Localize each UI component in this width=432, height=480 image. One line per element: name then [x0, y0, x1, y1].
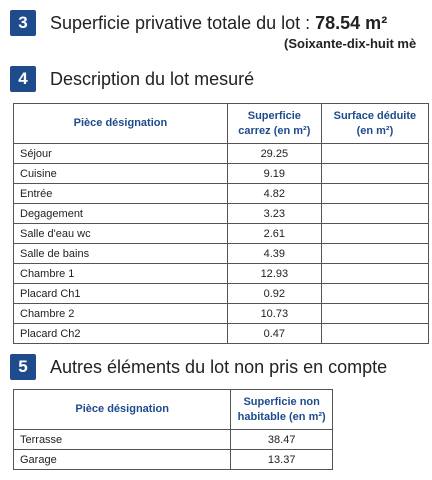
room-area: 13.37: [231, 450, 333, 470]
room-area: 0.47: [227, 324, 321, 344]
deducted-area: [321, 224, 428, 244]
measured-rooms-table: [13, 103, 429, 344]
column-header: Pièce désignation: [14, 390, 231, 430]
room-name: Garage: [14, 450, 231, 470]
room-name: Placard Ch1: [14, 284, 228, 304]
table-row: [14, 284, 429, 304]
section-3-heading: [10, 10, 387, 36]
table-row: [14, 244, 429, 264]
deducted-area: [321, 204, 428, 224]
room-area: 4.39: [227, 244, 321, 264]
total-area-value: 78.54 m²: [315, 12, 388, 33]
table-row: [14, 204, 429, 224]
deducted-area: [321, 264, 428, 284]
room-name: Cuisine: [14, 164, 228, 184]
column-header: Pièce désignation: [14, 104, 228, 144]
section-number-badge: 5: [10, 354, 36, 380]
room-name: Chambre 2: [14, 304, 228, 324]
column-header: Surface déduite (en m²): [321, 104, 428, 144]
section-title: Autres éléments du lot non pris en compte: [50, 356, 388, 377]
section-4-heading: [10, 66, 254, 92]
room-name: Chambre 1: [14, 264, 228, 284]
room-name: Salle d'eau wc: [14, 224, 228, 244]
room-name: Entrée: [14, 184, 228, 204]
deducted-area: [321, 304, 428, 324]
table-row: [14, 144, 429, 164]
table-row: [14, 184, 429, 204]
table-row: [14, 450, 333, 470]
room-area: 12.93: [227, 264, 321, 284]
room-name: Terrasse: [14, 430, 231, 450]
room-area: 29.25: [227, 144, 321, 164]
room-area: 38.47: [231, 430, 333, 450]
room-name: Séjour: [14, 144, 228, 164]
table-row: [14, 304, 429, 324]
deducted-area: [321, 144, 428, 164]
table-row: [14, 164, 429, 184]
room-area: 4.82: [227, 184, 321, 204]
section-title: [50, 13, 387, 34]
room-area: 9.19: [227, 164, 321, 184]
room-area: 0.92: [227, 284, 321, 304]
total-area-label: Superficie privative totale du lot :: [50, 12, 316, 33]
column-header: Superficie carrez (en m²): [227, 104, 321, 144]
deducted-area: [321, 324, 428, 344]
room-area: 2.61: [227, 224, 321, 244]
table-row: [14, 264, 429, 284]
table-row: [14, 224, 429, 244]
room-name: Salle de bains: [14, 244, 228, 264]
table-row: [14, 324, 429, 344]
deducted-area: [321, 164, 428, 184]
section-number-badge: 3: [10, 10, 36, 36]
room-area: 3.23: [227, 204, 321, 224]
room-area: 10.73: [227, 304, 321, 324]
room-name: Degagement: [14, 204, 228, 224]
table-row: [14, 430, 333, 450]
section-5-heading: [10, 354, 387, 380]
column-header: Superficie non habitable (en m²): [231, 390, 333, 430]
deducted-area: [321, 184, 428, 204]
section-title: Description du lot mesuré: [50, 68, 255, 89]
room-name: Placard Ch2: [14, 324, 228, 344]
total-area-in-words: (Soixante-dix-huit mè: [284, 36, 417, 51]
deducted-area: [321, 244, 428, 264]
non-counted-areas-table: [13, 389, 333, 470]
deducted-area: [321, 284, 428, 304]
section-number-badge: 4: [10, 66, 36, 92]
